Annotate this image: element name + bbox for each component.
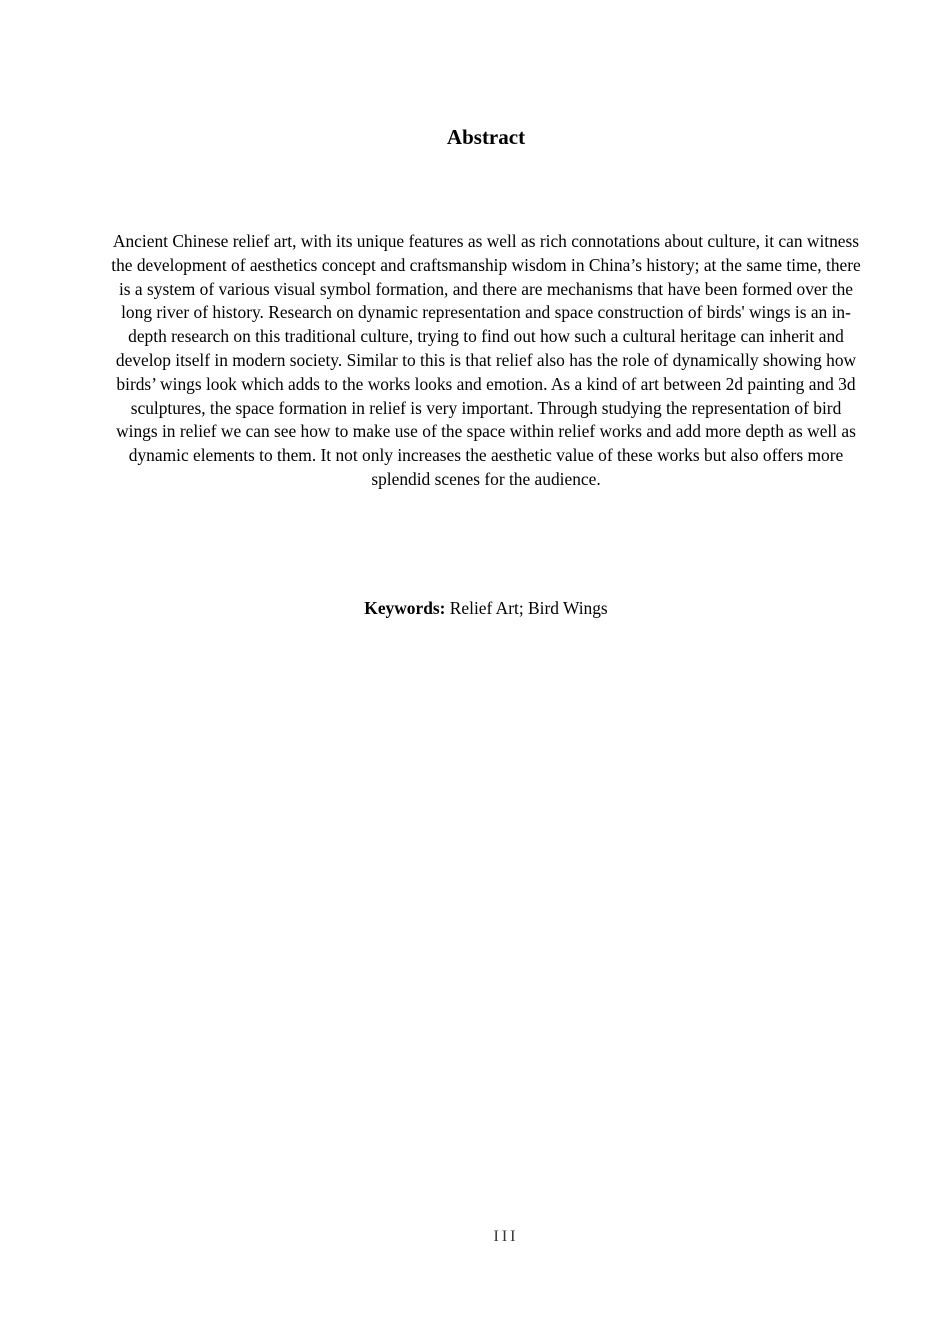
keywords-line xyxy=(0,596,950,620)
page-number: III xyxy=(493,1228,519,1245)
keywords-value: Relief Art; Bird Wings xyxy=(445,598,608,618)
keywords-label: Keywords: xyxy=(364,598,446,618)
abstract-body: Ancient Chinese relief art, with its unique features as well as rich connotations about culture, it can witness the development of aesthetics concept and craftsmanship wisdom in China’s history; at the same time, there is a system of various visual symbol formation, and there are mechanisms that have been formed over the long river of history. Research on dynamic representation and space construction of birds' wings is an in-depth research on this traditional culture, trying to find out how such a cultural heritage can inherit and develop itself in modern society. Similar to this is that relief also has the role of dynamically showing how birds’ wings look which adds to the works looks and emotion. As a kind of art between 2d painting and 3d sculptures, the space formation in relief is very important. Through studying the representation of bird wings in relief we can see how to make use of the space within relief works and add more depth as well as dynamic elements to them. It not only increases the aesthetic value of these works but also offers more splendid scenes for the audience. xyxy=(111,231,861,489)
abstract-title: Abstract xyxy=(446,125,526,149)
